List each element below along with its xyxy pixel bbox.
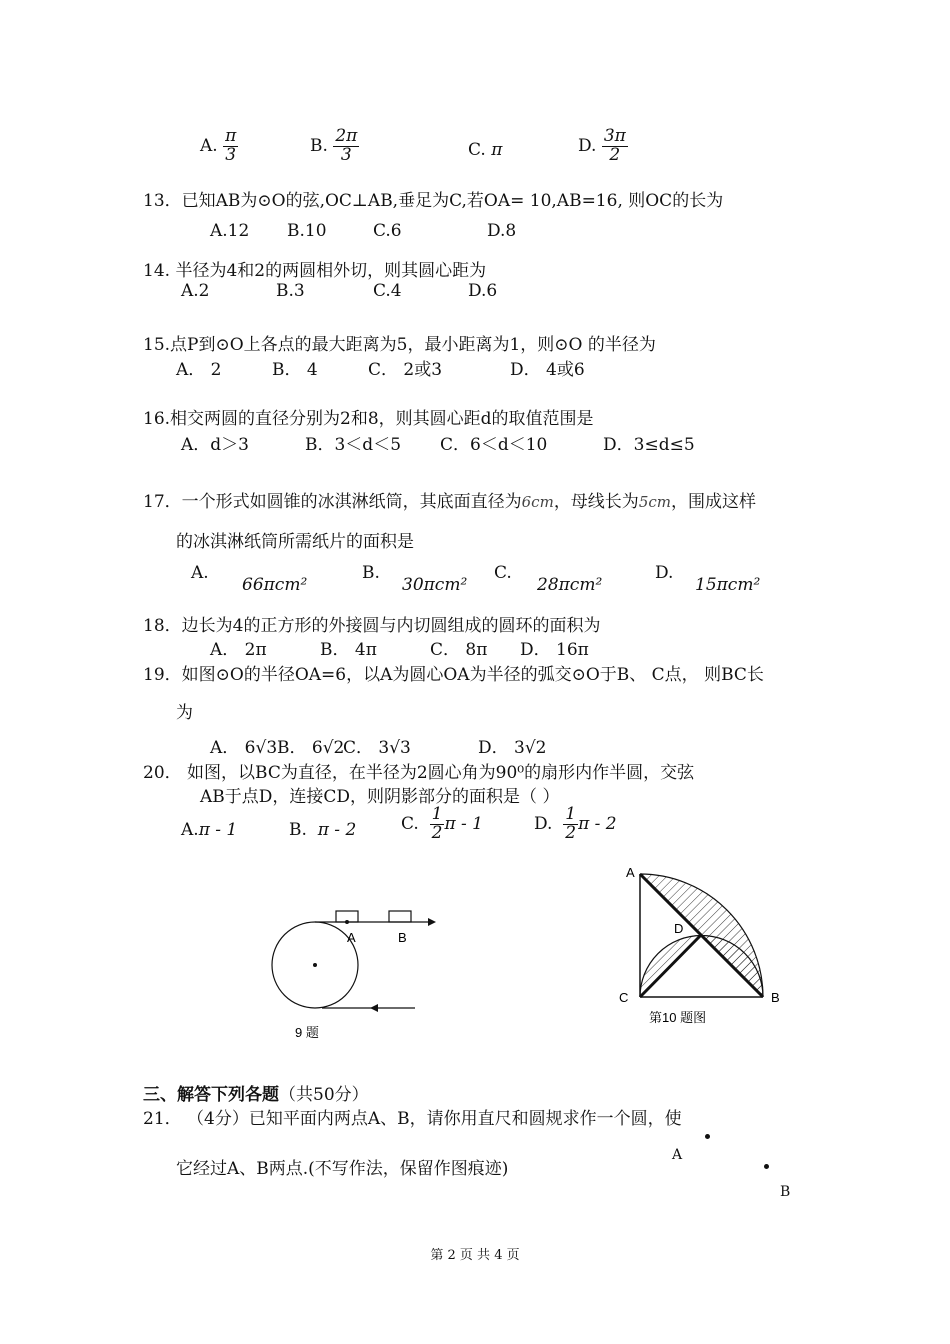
figure-9-diagram <box>260 900 440 1050</box>
fig10-label-d: D <box>674 921 684 936</box>
q15-option-c: C． 2或3 <box>368 360 443 380</box>
q12-option-d: D. $\frac{3\pi}{2}$ <box>578 126 626 165</box>
q18-option-d: D． 16π <box>520 640 589 660</box>
q19-option-d: D． 3√2 <box>478 738 547 758</box>
q12-option-a: A. $\frac{\pi}{3}$ <box>200 126 237 165</box>
q20-line2: AB于点D，连接CD，则阴影部分的面积是（ ） <box>200 787 560 807</box>
q17-option-c-letter: C. <box>494 563 512 583</box>
q20-option-a: A.π - 1 <box>181 820 238 840</box>
section-3-heading: 三、解答下列各题（共50分） <box>143 1085 369 1105</box>
fig10-label-b: B <box>771 990 780 1005</box>
q17-line2: 的冰淇淋纸筒所需纸片的面积是 <box>176 532 414 552</box>
q18-option-b: B． 4π <box>320 640 377 660</box>
q14-option-c: C.4 <box>373 281 402 301</box>
fig9-caption: 9 题 <box>295 1025 319 1040</box>
q19-option-b: B． 6√2 <box>277 738 345 758</box>
fig9-label-a: A <box>347 930 356 945</box>
q17-option-c-value: 28πcm² <box>537 575 603 595</box>
q14-option-a: A.2 <box>181 281 210 301</box>
q14-option-b: B.3 <box>276 281 305 301</box>
q16-text: 16.相交两圆的直径分别为2和8，则其圆心距d的取值范围是 <box>143 409 594 429</box>
q19-option-a: A． 6√3 <box>210 738 278 758</box>
q13-option-a: A.12 <box>210 221 250 241</box>
q14-text: 14. 半径为4和2的两圆相外切，则其圆心距为 <box>143 261 487 281</box>
q12-option-b: B. $\frac{2\pi}{3}$ <box>310 126 358 165</box>
q15-text: 15.点P到⊙O上各点的最大距离为5，最小距离为1，则⊙O 的半径为 <box>143 335 656 355</box>
q21-label-a: A <box>672 1147 683 1163</box>
q13-text: 13．已知AB为⊙O的弦,OC⊥AB,垂足为C,若OA= 10,AB=16, 则OC的长为 <box>143 191 724 211</box>
q14-option-d: D.6 <box>468 281 498 301</box>
q13-option-b: B.10 <box>287 221 327 241</box>
q16-option-b: B．3＜d＜5 <box>305 435 402 455</box>
q15-option-b: B． 4 <box>272 360 318 380</box>
q21-line1: 21． （4分）已知平面内两点A、B，请你用直尺和圆规求作一个圆，使 <box>143 1109 682 1129</box>
figure-10-diagram <box>615 860 795 1030</box>
q20-option-c: C. $\frac{1}{2}$ π - 1 <box>401 804 483 843</box>
q17-option-d-value: 15πcm² <box>695 575 761 595</box>
fig10-label-a: A <box>626 865 635 880</box>
q21-point-a <box>705 1134 710 1139</box>
q18-text: 18．边长为4的正方形的外接圆与内切圆组成的圆环的面积为 <box>143 616 601 636</box>
q15-option-a: A． 2 <box>176 360 222 380</box>
page-footer: 第 2 页 共 4 页 <box>430 1248 520 1263</box>
q19-option-c: C． 3√3 <box>343 738 411 758</box>
q17-option-b-letter: B. <box>362 563 380 583</box>
q15-option-d: D． 4或6 <box>510 360 585 380</box>
q12-option-c: C. π <box>468 140 503 160</box>
q21-label-b: B <box>780 1184 791 1200</box>
fig10-label-c: C <box>619 990 629 1005</box>
q20-line1: 20． 如图，以BC为直径，在半径为2圆心角为90⁰的扇形内作半圆，交弦 <box>143 763 695 783</box>
q20-option-b: B. π - 2 <box>289 820 357 840</box>
q13-option-d: D.8 <box>487 221 517 241</box>
q16-option-c: C．6＜d＜10 <box>440 435 548 455</box>
q17-line1: 17．一个形式如圆锥的冰淇淋纸筒，其底面直径为6cm，母线长为5cm，围成这样 <box>143 492 756 512</box>
q17-option-a-letter: A. <box>191 563 209 583</box>
q21-line2: 它经过A、B两点.(不写作法，保留作图痕迹) <box>176 1159 509 1179</box>
q19-line1: 19．如图⊙O的半径OA=6，以A为圆心OA为半径的弧交⊙O于B、 C点， 则BC长 <box>143 665 764 685</box>
q21-point-b <box>764 1164 769 1169</box>
q17-option-b-value: 30πcm² <box>402 575 468 595</box>
fig9-label-b: B <box>398 930 407 945</box>
q16-option-a: A．d＞3 <box>181 435 249 455</box>
q17-option-d-letter: D. <box>655 563 674 583</box>
q18-option-c: C． 8π <box>430 640 488 660</box>
q17-option-a-value: 66πcm² <box>242 575 308 595</box>
q16-option-d: D．3≤d≤5 <box>603 435 695 455</box>
q20-option-d: D. $\frac{1}{2}$ π - 2 <box>534 804 617 843</box>
q18-option-a: A． 2π <box>210 640 267 660</box>
q19-line2: 为 <box>176 703 193 723</box>
fig10-caption: 第10 题图 <box>649 1010 707 1025</box>
q13-option-c: C.6 <box>373 221 402 241</box>
